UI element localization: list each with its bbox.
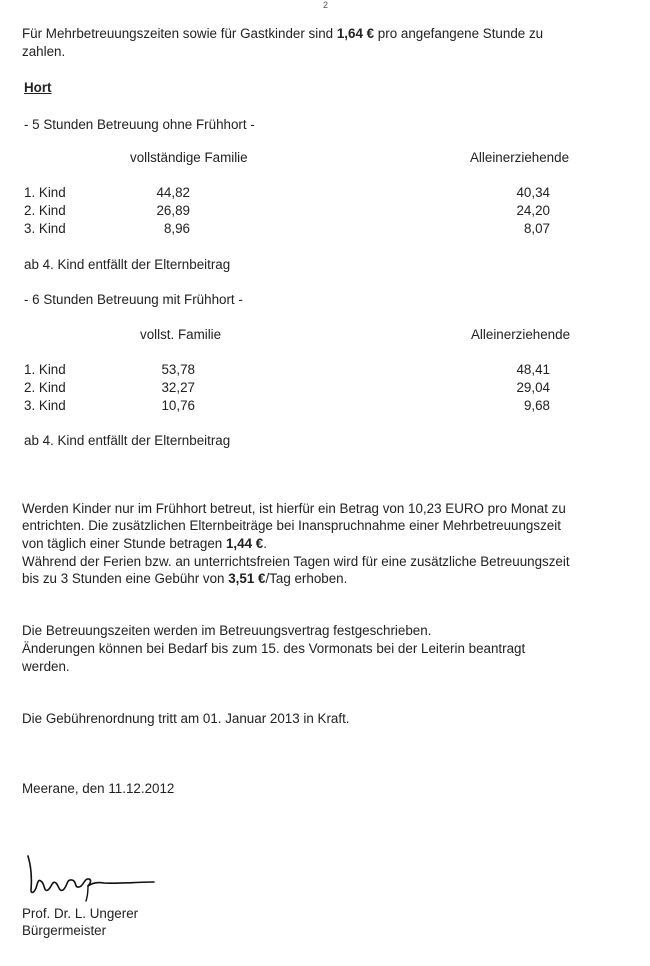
block1-title: - 5 Stunden Betreuung ohne Frühhort - — [24, 117, 255, 132]
block2-row-family: 32,27 — [161, 380, 195, 395]
block2-col-family: vollst. Familie — [140, 327, 222, 342]
paragraph-line: Änderungen können bei Bedarf bis zum 15. des Vormonats bei der Leiterin beantragt — [22, 641, 526, 656]
paragraph-text: bis zu 3 Stunden eine Gebühr von — [22, 571, 229, 586]
block2-row-family: 10,76 — [161, 398, 195, 413]
paragraph-text: von täglich einer Stunde betragen — [22, 536, 226, 551]
block2-row-label: 2. Kind — [24, 380, 66, 395]
paragraph-line: Während der Ferien bzw. an unterrichtsfreien Tagen wird für eine zusätzliche Betreuungszeit — [22, 554, 570, 569]
place-and-date: Meerane, den 11.12.2012 — [22, 781, 175, 796]
block2-row-single: 29,04 — [516, 380, 550, 395]
paragraph-line — [22, 535, 267, 553]
paragraph-text: . — [263, 536, 267, 551]
paragraph-line: Werden Kinder nur im Frühhort betreut, ist hierfür ein Betrag von 10,23 EURO pro Monat zu — [22, 501, 566, 516]
block2-note: ab 4. Kind entfällt der Elternbeitrag — [24, 433, 231, 448]
block1-row-single: 8,07 — [523, 221, 550, 236]
amount-ferien: 3,51 € — [228, 571, 266, 586]
block1-row-single: 24,20 — [516, 203, 550, 218]
intro-text-post: pro angefangene Stunde zu — [374, 26, 544, 41]
section-heading-hort: Hort — [24, 80, 52, 95]
paragraph-line: Die Betreuungszeiten werden im Betreuungsvertrag festgeschrieben. — [22, 623, 432, 638]
paragraph-line — [22, 570, 347, 588]
paragraph-line: werden. — [22, 659, 70, 674]
signer-name: Prof. Dr. L. Ungerer — [22, 906, 139, 921]
block1-row-label: 2. Kind — [24, 203, 66, 218]
intro-line-1 — [22, 25, 543, 43]
intro-amount: 1,64 € — [336, 26, 375, 41]
block1-row-label: 3. Kind — [24, 221, 66, 236]
block1-col-single: Alleinerziehende — [470, 150, 570, 165]
block2-row-family: 53,78 — [161, 362, 195, 377]
signer-title: Bürgermeister — [22, 923, 107, 938]
block2-row-single: 48,41 — [516, 362, 550, 377]
block1-note: ab 4. Kind entfällt der Elternbeitrag — [24, 257, 231, 272]
block2-row-label: 1. Kind — [24, 362, 66, 377]
amount-mehrbetreuung: 1,44 € — [225, 536, 264, 551]
inkraft-statement: Die Gebührenordnung tritt am 01. Januar 2013 in Kraft. — [22, 711, 350, 726]
block2-row-single: 9,68 — [523, 398, 550, 413]
block1-row-single: 40,34 — [516, 185, 550, 200]
block1-row-family: 8,96 — [163, 221, 190, 236]
page-number-mark: 2 — [323, 0, 329, 10]
paragraph-line: entrichten. Die zusätzlichen Elternbeiträge bei Inanspruchnahme einer Mehrbetreuungszeit — [22, 518, 561, 533]
intro-line-2: zahlen. — [22, 44, 66, 59]
block1-row-label: 1. Kind — [24, 185, 66, 200]
block1-col-family: vollständige Familie — [130, 150, 248, 165]
block1-row-family: 26,89 — [156, 203, 190, 218]
block1-row-family: 44,82 — [156, 185, 190, 200]
handwritten-signature — [22, 852, 162, 902]
block2-row-label: 3. Kind — [24, 398, 66, 413]
block2-col-single: Alleinerziehende — [471, 327, 571, 342]
intro-text-pre: Für Mehrbetreuungszeiten sowie für Gastkinder sind — [22, 26, 337, 41]
paragraph-text: /Tag erhoben. — [265, 571, 348, 586]
block2-title: - 6 Stunden Betreuung mit Frühhort - — [24, 292, 243, 307]
